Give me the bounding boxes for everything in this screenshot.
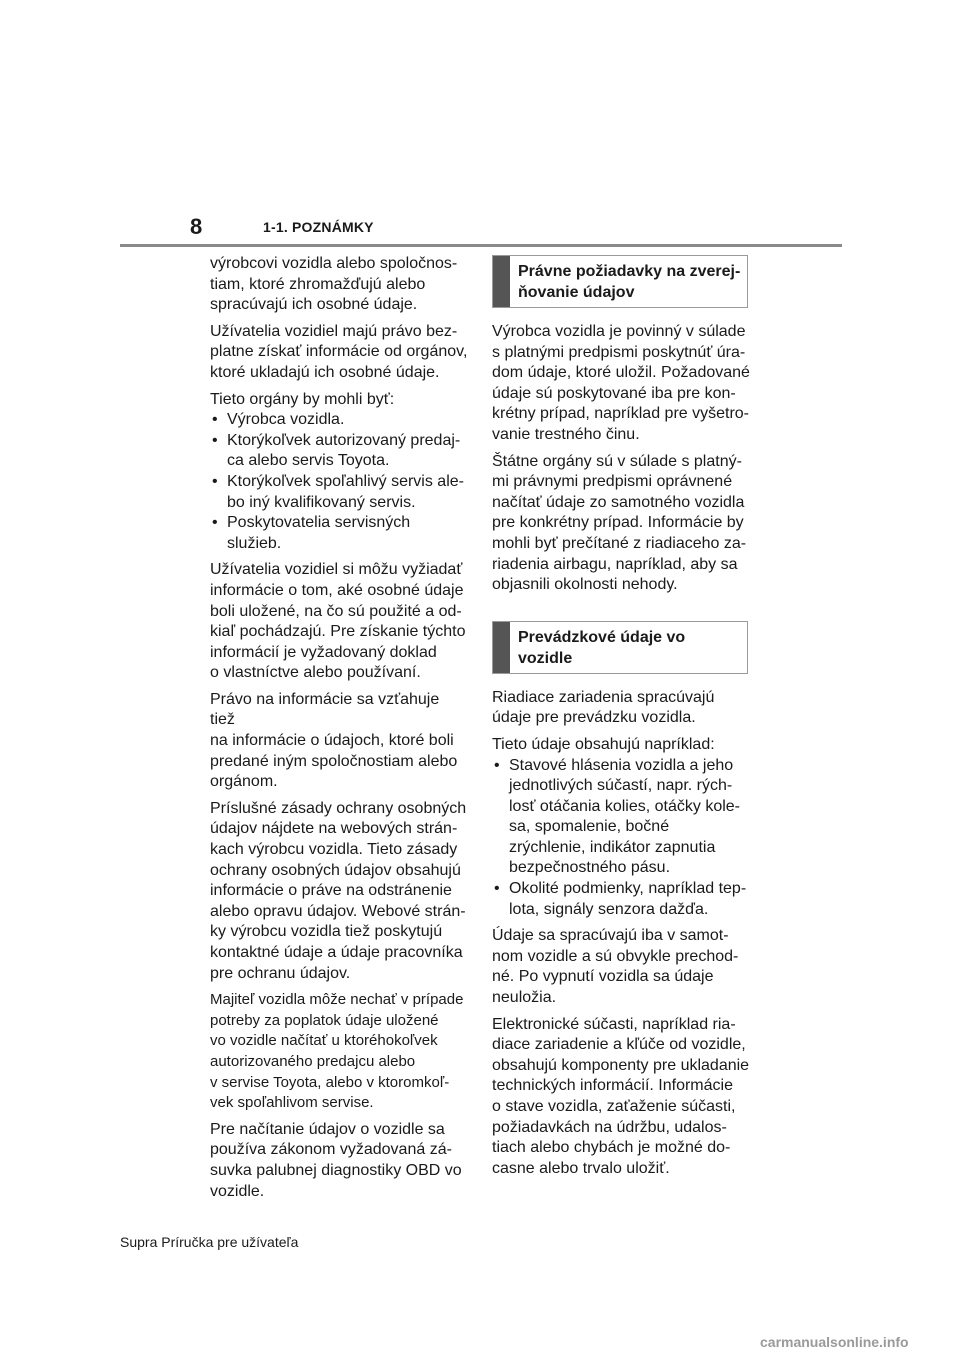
left-column bbox=[210, 254, 468, 1208]
watermark: carmanualsonline.info bbox=[760, 1334, 909, 1350]
list-item: • Výrobca vozidla. bbox=[210, 410, 468, 431]
paragraph: Štátne orgány sú v súlade s platný- mi právnymi predpismi oprávnené načítať údaje zo samotného vozidla pre konkrétny prípad. Informácie by mohli byť prečítané z riadiaceho za- riadenia airbagu, napríklad, aby sa objasnili okolnosti nehody. bbox=[492, 452, 747, 594]
header-divider bbox=[120, 244, 842, 247]
paragraph: Tieto orgány by mohli byť: bbox=[210, 390, 395, 408]
list-item: • Poskytovatelia servisných služieb. bbox=[210, 513, 468, 554]
paragraph: Riadiace zariadenia spracúvajú údaje pre prevádzku vozidla. bbox=[492, 688, 715, 727]
list-item: • Ktorýkoľvek autorizovaný predaj- ca alebo servis Toyota. bbox=[210, 431, 468, 472]
list-item: • Stavové hlásenia vozidla a jeho jednotlivých súčastí, napr. rých- losť otáčania kolies, otáčky kole- sa, spomalenie, bočné zrýchlenie, indikátor zapnutia bezpečnostného pásu. bbox=[492, 756, 754, 880]
bullet-list bbox=[210, 410, 468, 554]
paragraph: Údaje sa spracúvajú iba v samot- nom vozidle a sú obvykle prechod- né. Po vypnutí vozidla sa údaje neuložia. bbox=[492, 927, 739, 1007]
paragraph: Užívatelia vozidiel majú právo bez- platne získať informácie od orgánov, ktoré ukladajú ich osobné údaje. bbox=[210, 322, 468, 381]
paragraph: Tieto údaje obsahujú napríklad: bbox=[492, 735, 715, 753]
right-column bbox=[492, 255, 754, 1185]
paragraph: Elektronické súčasti, napríklad ria- diace zariadenie a kľúče od vozidle, obsahujú komponenty pre ukladanie technických informácií. Informácie o stave vozidla, zaťaženie súčasti, požiadavkách na údržbu, udalos- tiach alebo chybách je možné do- casne alebo trvalo uložiť. bbox=[492, 1015, 750, 1177]
heading-text: Právne požiadavky na zverej- ňovanie údajov bbox=[518, 263, 741, 301]
paragraph: Užívatelia vozidiel si môžu vyžiadať informácie o tom, aké osobné údaje boli uložené, na čo sú použité a od- kiaľ pochádzajú. Pre získanie týchto informácií je vyžadovaný doklad o vlastníctve alebo používaní. bbox=[210, 561, 466, 682]
paragraph: Výrobca vozidla je povinný v súlade s platnými predpismi poskytnúť úra- dom údaje, ktoré uložil. Požadované údaje sú poskytované iba pre kon- krétny prípad, napríklad pre vyšetro- vanie trestného činu. bbox=[492, 323, 750, 443]
section-heading-operating-data bbox=[492, 621, 748, 674]
paragraph: Právo na informácie sa vzťahuje tiež na informácie o údajoch, ktoré boli predané iným spoločnostiam alebo orgánom. bbox=[210, 690, 458, 791]
paragraph: Príslušné zásady ochrany osobných údajov nájdete na webových strán- kach výrobcu vozidla. Tieto zásady ochrany osobných údajov obsahujú informácie o práve na odstránenie alebo opravu údajov. Webové strán- ky výrobcu vozidla tiež poskytujú kontaktné údaje a údaje pracovníka pre ochranu údajov. bbox=[210, 799, 467, 982]
heading-text: Prevádzkové údaje vo vozidle bbox=[518, 628, 686, 667]
list-item: • Ktorýkoľvek spoľahlivý servis ale- bo iný kvalifikovaný servis. bbox=[210, 472, 468, 513]
paragraph: výrobcovi vozidla alebo spoločnos- tiam, ktoré zhromažďujú alebo spracúvajú ich osobné údaje. bbox=[210, 255, 458, 314]
list-item: • Okolité podmienky, napríklad tep- lota, signály senzora dažďa. bbox=[492, 879, 754, 920]
section-heading-legal bbox=[492, 255, 748, 308]
paragraph: Pre načítanie údajov o vozidle sa používa zákonom vyžadovaná zá- suvka palubnej diagnostiky OBD vo vozidle. bbox=[210, 1120, 462, 1200]
page-number: 8 bbox=[190, 214, 203, 239]
heading-bar bbox=[493, 622, 510, 673]
heading-bar bbox=[493, 256, 510, 307]
bullet-list bbox=[492, 756, 754, 921]
footer-manual-title: Supra Príručka pre užívateľa bbox=[120, 1234, 299, 1250]
section-title: 1-1. POZNÁMKY bbox=[263, 219, 374, 235]
paragraph: Majiteľ vozidla môže nechať v prípade potreby za poplatok údaje uložené vo vozidle načítať u ktoréhokoľvek autorizovaného predajcu alebo v servise Toyota, alebo v ktoromkoľ- vek spoľahlivom servise. bbox=[210, 991, 464, 1112]
